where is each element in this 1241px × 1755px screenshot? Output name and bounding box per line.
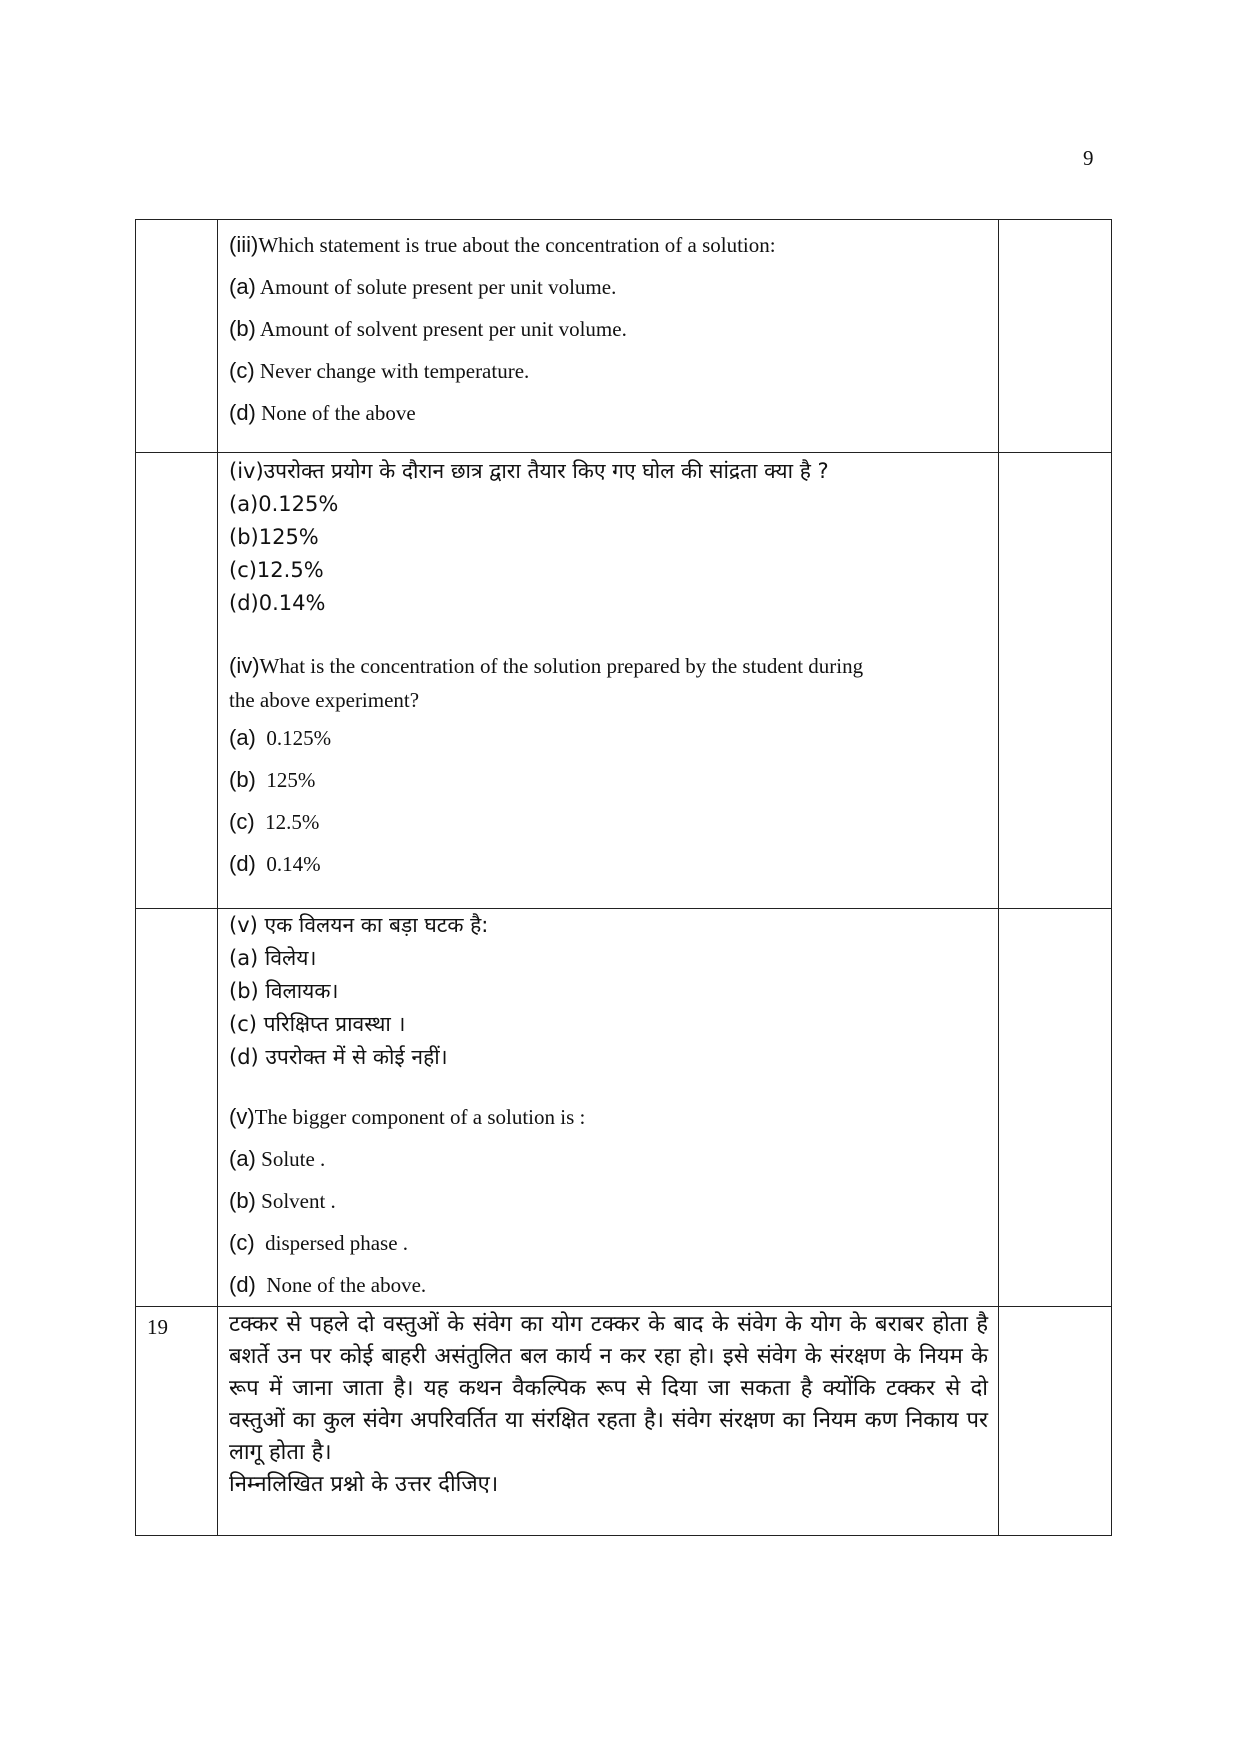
option: (a) Amount of solute present per unit volume. [229,274,617,299]
option: (c) dispersed phase . [229,1230,409,1255]
hindi-option: (a) विलेय। [229,946,317,970]
table-row [136,909,1112,1307]
question-number-cell [136,909,218,1307]
marks-cell [999,1307,1112,1536]
hindi-option: (d)0.14% [229,591,326,615]
table-row [136,453,1112,909]
question-text: (iii)Which statement is true about the concentration of a solution: [229,232,776,257]
option: (a) 0.125% [229,725,332,750]
hindi-option: (b)125% [229,525,319,549]
passage-text: टक्कर से पहले दो वस्तुओं के संवेग का योग टक्कर के बाद के संवेग के योग के बराबर होता है बशर्ते उन पर कोई बाहरी असंतुलित बल कार्य न कर रहा हो। इसे संवेग के संरक्षण के नियम के रूप में जाना जाता है। यह कथन वैकल्पिक रूप से दिया जा सकता है क्योंकि टक्कर से दो वस्तुओं का कुल संवेग अपरिवर्तित या संरक्षित रहता है। संवेग संरक्षण का नियम कण निकाय पर लागू होता है। [229,1312,988,1465]
question-text: (v)The bigger component of a solution is : [229,1104,586,1129]
option: (b) 125% [229,767,316,792]
question-number-cell [136,220,218,453]
marks-cell [999,220,1112,453]
option: (d) None of the above. [229,1272,427,1297]
question-content-cell [218,453,999,909]
hindi-option: (b) विलायक। [229,979,339,1003]
option: (d) None of the above [229,400,416,425]
marks-cell [999,453,1112,909]
hindi-option: (d) उपरोक्त में से कोई नहीं। [229,1045,448,1069]
question-content-cell [218,220,999,453]
hindi-question-text: (v) एक विलयन का बड़ा घटक है: [229,913,489,937]
hindi-option: (c) परिक्षिप्त प्रावस्था । [229,1012,406,1036]
table-row [136,1307,1112,1536]
option: (b) Amount of solvent present per unit volume. [229,316,627,341]
question-table [135,219,1112,1536]
question-content-cell [218,909,999,1307]
question-number-cell [136,1307,218,1536]
question-text-continued: the above experiment? [229,688,420,712]
hindi-question-text: (iv)उपरोक्त प्रयोग के दौरान छात्र द्वारा तैयार किए गए घोल की सांद्रता क्या है ? [229,459,829,483]
option: (c) 12.5% [229,809,320,834]
option: (c) Never change with temperature. [229,358,530,383]
option: (b) Solvent . [229,1188,336,1213]
table-row [136,220,1112,453]
marks-cell [999,909,1112,1307]
hindi-option: (c)12.5% [229,558,324,582]
option: (d) 0.14% [229,851,321,876]
hindi-option: (a)0.125% [229,492,339,516]
page-number: 9 [1083,146,1094,170]
instruction-text: निम्नलिखित प्रश्नो के उत्तर दीजिए। [229,1472,499,1497]
option: (a) Solute . [229,1146,326,1171]
question-number-cell [136,453,218,909]
question-number: 19 [147,1315,168,1339]
question-content-cell [218,1307,999,1536]
question-text: (iv)What is the concentration of the solution prepared by the student during [229,653,864,678]
